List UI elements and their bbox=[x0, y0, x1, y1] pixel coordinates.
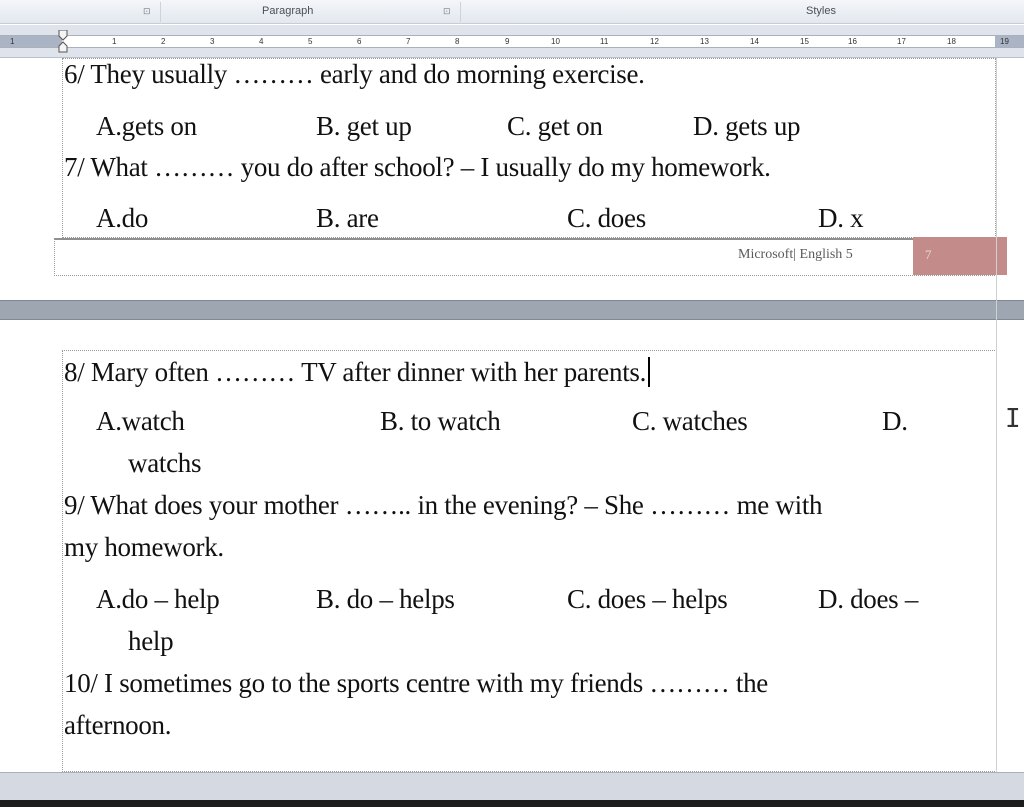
ruler-number: 11 bbox=[600, 37, 609, 46]
question-8-option-b[interactable]: B. to watch bbox=[380, 406, 501, 436]
question-7-option-c[interactable]: C. does bbox=[567, 203, 646, 233]
question-8-option-d[interactable]: D. bbox=[882, 406, 908, 436]
taskbar-edge bbox=[0, 800, 1024, 807]
question-7-option-b[interactable]: B. are bbox=[316, 203, 379, 233]
styles-group-label: Styles bbox=[806, 5, 836, 17]
question-6-option-c[interactable]: C. get on bbox=[507, 111, 603, 141]
document-page[interactable] bbox=[0, 320, 1024, 772]
text-cursor bbox=[648, 357, 650, 387]
document-page[interactable] bbox=[0, 58, 1024, 300]
ruler-number: 18 bbox=[947, 37, 956, 46]
question-7-option-d[interactable]: D. x bbox=[818, 203, 864, 233]
ruler-number: 1 bbox=[112, 37, 117, 46]
ruler-number: 5 bbox=[308, 37, 313, 46]
question-8-option-c[interactable]: C. watches bbox=[632, 406, 748, 436]
question-6-option-a[interactable]: A.gets on bbox=[96, 111, 197, 141]
indent-marker-icon[interactable] bbox=[58, 30, 68, 54]
question-9-option-d-continued[interactable]: help bbox=[128, 626, 174, 656]
question-6-option-d[interactable]: D. gets up bbox=[693, 111, 801, 141]
ruler-number: 17 bbox=[897, 37, 906, 46]
ruler-number: 2 bbox=[161, 37, 166, 46]
question-10-stem-line-1[interactable]: 10/ I sometimes go to the sports centre with my friends ……… the bbox=[64, 668, 768, 698]
footer-text: Microsoft| English 5 bbox=[738, 247, 853, 262]
question-6-stem[interactable]: 6/ They usually ……… early and do morning exercise. bbox=[64, 59, 645, 89]
ibeam-cursor-icon: I bbox=[1005, 404, 1021, 434]
ruler-number: 4 bbox=[259, 37, 264, 46]
question-9-option-a[interactable]: A.do – help bbox=[96, 584, 220, 614]
ribbon-group-labels bbox=[0, 0, 1024, 24]
question-8-text[interactable]: 8/ Mary often ……… TV after dinner with her parents. bbox=[64, 357, 647, 387]
question-7-option-a[interactable]: A.do bbox=[96, 203, 149, 233]
ruler-number: 14 bbox=[750, 37, 759, 46]
horizontal-ruler[interactable] bbox=[0, 25, 1024, 58]
paragraph-dialog-launcher-icon[interactable]: ⊡ bbox=[443, 6, 451, 16]
question-9-stem-line-2[interactable]: my homework. bbox=[64, 532, 224, 562]
question-6-option-b[interactable]: B. get up bbox=[316, 111, 412, 141]
ruler-number: 15 bbox=[800, 37, 809, 46]
question-8-stem[interactable] bbox=[64, 356, 650, 388]
ruler-number: 19 bbox=[1000, 37, 1009, 46]
ruler-number: 7 bbox=[406, 37, 411, 46]
question-9-stem-line-1[interactable]: 9/ What does your mother …….. in the evening? – She ……… me with bbox=[64, 490, 823, 520]
clipboard-dialog-launcher-icon[interactable]: ⊡ bbox=[143, 6, 151, 16]
ruler-number: 16 bbox=[848, 37, 857, 46]
ruler-number: 12 bbox=[650, 37, 659, 46]
ruler-number: 10 bbox=[551, 37, 560, 46]
question-10-stem-line-2[interactable]: afternoon. bbox=[64, 710, 172, 740]
question-7-stem[interactable]: 7/ What ……… you do after school? – I usually do my homework. bbox=[64, 152, 771, 182]
question-9-option-c[interactable]: C. does – helps bbox=[567, 584, 728, 614]
footer-page-number: 7 bbox=[913, 237, 1007, 275]
page-break-gap bbox=[0, 300, 1024, 320]
status-bar bbox=[0, 772, 1024, 807]
ruler-number: 1 bbox=[10, 37, 15, 46]
question-9-option-b[interactable]: B. do – helps bbox=[316, 584, 455, 614]
footer-area[interactable] bbox=[54, 238, 997, 276]
page-right-edge bbox=[996, 58, 997, 772]
paragraph-group-label: Paragraph bbox=[262, 5, 314, 17]
ribbon-separator bbox=[460, 2, 461, 22]
ruler-band bbox=[0, 35, 1024, 48]
question-9-option-d[interactable]: D. does – bbox=[818, 584, 919, 614]
question-8-option-d-continued[interactable]: watchs bbox=[128, 448, 202, 478]
ruler-number: 9 bbox=[505, 37, 510, 46]
ruler-number: 3 bbox=[210, 37, 215, 46]
ruler-number: 6 bbox=[357, 37, 362, 46]
question-8-option-a[interactable]: A.watch bbox=[96, 406, 185, 436]
ruler-number: 13 bbox=[700, 37, 709, 46]
ruler-number: 8 bbox=[455, 37, 460, 46]
ribbon-separator bbox=[160, 2, 161, 22]
ruler-numbers bbox=[0, 36, 1024, 47]
